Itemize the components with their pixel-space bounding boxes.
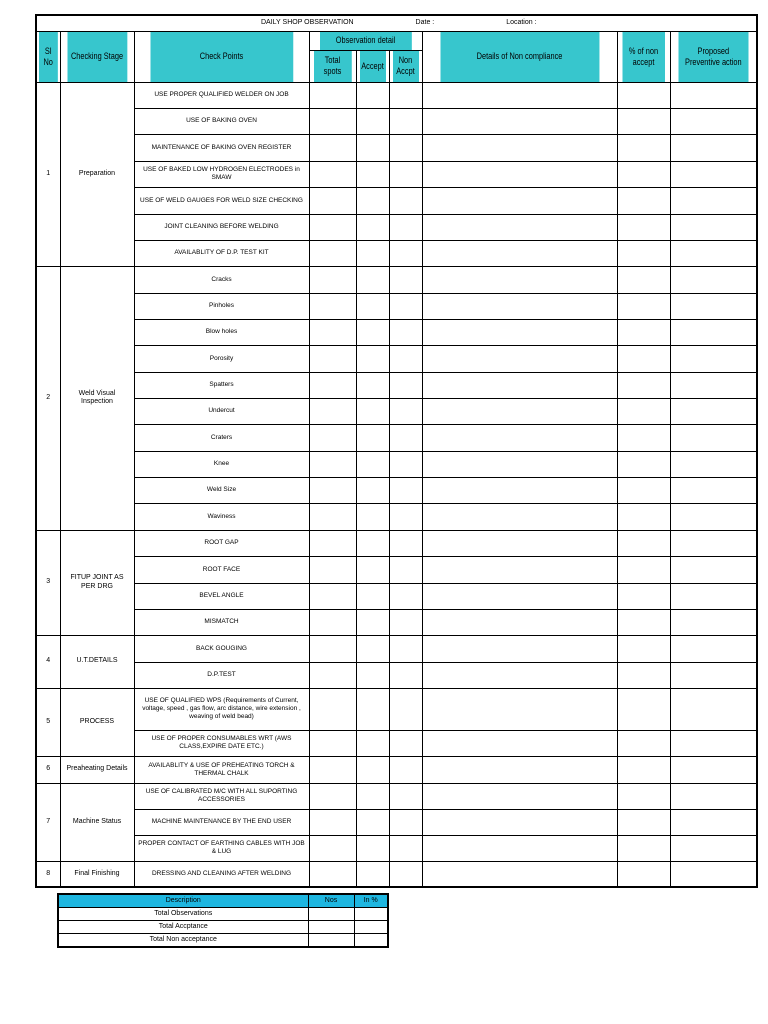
sl-no-cell: 3	[36, 530, 60, 635]
check-row	[36, 187, 757, 214]
check-point-cell: Weld Size	[134, 477, 309, 503]
accept-cell[interactable]	[356, 635, 389, 662]
non-compliance-details-cell[interactable]	[422, 688, 617, 730]
proposed-action-cell[interactable]	[670, 861, 757, 887]
total-spots-cell[interactable]	[309, 134, 356, 161]
check-row	[36, 835, 757, 861]
total-spots-cell[interactable]	[309, 809, 356, 835]
non-accept-cell[interactable]	[389, 214, 422, 240]
check-point-cell: BEVEL ANGLE	[134, 583, 309, 609]
non-accept-cell[interactable]	[389, 134, 422, 161]
observation-table	[35, 14, 758, 888]
pct-non-accept-cell[interactable]	[617, 688, 670, 730]
accept-cell[interactable]	[356, 688, 389, 730]
check-row	[36, 783, 757, 809]
check-row	[36, 134, 757, 161]
accept-cell[interactable]	[356, 187, 389, 214]
pct-non-accept-cell[interactable]	[617, 372, 670, 398]
proposed-action-cell[interactable]	[670, 161, 757, 187]
accept-cell[interactable]	[356, 108, 389, 134]
check-row	[36, 477, 757, 503]
non-accept-cell[interactable]	[389, 756, 422, 783]
non-accept-cell[interactable]	[389, 835, 422, 861]
non-compliance-details-cell[interactable]	[422, 756, 617, 783]
non-compliance-details-cell[interactable]	[422, 214, 617, 240]
pct-non-accept-cell[interactable]	[617, 609, 670, 635]
check-point-cell: BACK GOUGING	[134, 635, 309, 662]
non-compliance-details-cell[interactable]	[422, 477, 617, 503]
checking-stage-cell: Machine Status	[60, 783, 134, 861]
summary-percent-cell[interactable]	[354, 921, 388, 934]
summary-nos-cell[interactable]	[308, 908, 354, 921]
non-compliance-details-cell[interactable]	[422, 240, 617, 266]
location-label: Location :	[506, 19, 537, 27]
summary-label-total-acceptance: Total Accptance	[58, 921, 308, 934]
sl-no-cell: 1	[36, 82, 60, 266]
pct-non-accept-cell[interactable]	[617, 503, 670, 530]
non-compliance-details-cell[interactable]	[422, 293, 617, 319]
check-row	[36, 266, 757, 293]
pct-non-accept-cell[interactable]	[617, 214, 670, 240]
proposed-action-cell[interactable]	[670, 451, 757, 477]
check-point-cell: AVAILABLITY & USE OF PREHEATING TORCH & THERMAL CHALK	[134, 756, 309, 783]
accept-cell[interactable]	[356, 783, 389, 809]
proposed-action-cell[interactable]	[670, 266, 757, 293]
check-point-cell: USE OF CALIBRATED M/C WITH ALL SUPORTING ACCESSORIES	[134, 783, 309, 809]
header-accept: Accept	[359, 50, 386, 82]
non-accept-cell[interactable]	[389, 609, 422, 635]
pct-non-accept-cell[interactable]	[617, 134, 670, 161]
summary-nos-cell[interactable]	[308, 921, 354, 934]
non-accept-cell[interactable]	[389, 82, 422, 108]
checking-stage-cell: Weld Visual Inspection	[60, 266, 134, 530]
non-accept-cell[interactable]	[389, 108, 422, 134]
check-point-cell: Pinholes	[134, 293, 309, 319]
non-accept-cell[interactable]	[389, 161, 422, 187]
total-spots-cell[interactable]	[309, 861, 356, 887]
pct-non-accept-cell[interactable]	[617, 783, 670, 809]
accept-cell[interactable]	[356, 530, 389, 556]
non-accept-cell[interactable]	[389, 319, 422, 345]
accept-cell[interactable]	[356, 556, 389, 583]
checking-stage-cell: FITUP JOINT AS PER DRG	[60, 530, 134, 635]
non-compliance-details-cell[interactable]	[422, 835, 617, 861]
check-point-cell: Cracks	[134, 266, 309, 293]
accept-cell[interactable]	[356, 82, 389, 108]
check-point-cell: USE OF BAKED LOW HYDROGEN ELECTRODES in SMAW	[134, 161, 309, 187]
non-compliance-details-cell[interactable]	[422, 530, 617, 556]
check-row	[36, 688, 757, 730]
total-spots-cell[interactable]	[309, 293, 356, 319]
check-row	[36, 293, 757, 319]
non-compliance-details-cell[interactable]	[422, 187, 617, 214]
non-compliance-details-cell[interactable]	[422, 108, 617, 134]
total-spots-cell[interactable]	[309, 662, 356, 688]
non-compliance-details-cell[interactable]	[422, 556, 617, 583]
check-point-cell: USE OF QUALIFIED WPS (Requirements of Current, voltage, speed , gas flow, arc distance, wire extension , weaving of weld bead)	[134, 688, 309, 730]
non-accept-cell[interactable]	[389, 398, 422, 424]
pct-non-accept-cell[interactable]	[617, 398, 670, 424]
check-row	[36, 662, 757, 688]
accept-cell[interactable]	[356, 134, 389, 161]
pct-non-accept-cell[interactable]	[617, 266, 670, 293]
check-row	[36, 503, 757, 530]
total-spots-cell[interactable]	[309, 451, 356, 477]
header-non-accept: Non Accpt	[392, 50, 419, 82]
non-compliance-details-cell[interactable]	[422, 609, 617, 635]
non-accept-cell[interactable]	[389, 240, 422, 266]
non-compliance-details-cell[interactable]	[422, 583, 617, 609]
pct-non-accept-cell[interactable]	[617, 730, 670, 756]
check-point-cell: USE OF WELD GAUGES FOR WELD SIZE CHECKING	[134, 187, 309, 214]
total-spots-cell[interactable]	[309, 266, 356, 293]
non-compliance-details-cell[interactable]	[422, 503, 617, 530]
form-title: DAILY SHOP OBSERVATION	[261, 19, 354, 27]
check-point-cell: USE PROPER QUALIFIED WELDER ON JOB	[134, 82, 309, 108]
pct-non-accept-cell[interactable]	[617, 835, 670, 861]
non-accept-cell[interactable]	[389, 556, 422, 583]
proposed-action-cell[interactable]	[670, 688, 757, 730]
total-spots-cell[interactable]	[309, 835, 356, 861]
check-row	[36, 108, 757, 134]
non-accept-cell[interactable]	[389, 187, 422, 214]
check-row	[36, 756, 757, 783]
summary-percent-cell[interactable]	[354, 908, 388, 921]
proposed-action-cell[interactable]	[670, 372, 757, 398]
proposed-action-cell[interactable]	[670, 477, 757, 503]
accept-cell[interactable]	[356, 451, 389, 477]
header-observation-detail: Observation detail	[319, 31, 412, 50]
non-compliance-details-cell[interactable]	[422, 266, 617, 293]
pct-non-accept-cell[interactable]	[617, 187, 670, 214]
total-spots-cell[interactable]	[309, 477, 356, 503]
header-sl-no: Sl No	[38, 31, 58, 82]
check-point-cell: USE OF PROPER CONSUMABLES WRT (AWS CLASS,EXPIRE DATE ETC.)	[134, 730, 309, 756]
accept-cell[interactable]	[356, 319, 389, 345]
non-compliance-details-cell[interactable]	[422, 161, 617, 187]
total-spots-cell[interactable]	[309, 756, 356, 783]
summary-label-total-observations: Total Observations	[58, 908, 308, 921]
check-point-cell: MACHINE MAINTENANCE BY THE END USER	[134, 809, 309, 835]
proposed-action-cell[interactable]	[670, 134, 757, 161]
total-spots-cell[interactable]	[309, 345, 356, 372]
total-spots-cell[interactable]	[309, 372, 356, 398]
proposed-action-cell[interactable]	[670, 783, 757, 809]
proposed-action-cell[interactable]	[670, 108, 757, 134]
proposed-action-cell[interactable]	[670, 82, 757, 108]
accept-cell[interactable]	[356, 662, 389, 688]
proposed-action-cell[interactable]	[670, 835, 757, 861]
proposed-action-cell[interactable]	[670, 240, 757, 266]
proposed-action-cell[interactable]	[670, 583, 757, 609]
check-row	[36, 730, 757, 756]
check-point-cell: MISMATCH	[134, 609, 309, 635]
non-compliance-details-cell[interactable]	[422, 372, 617, 398]
accept-cell[interactable]	[356, 266, 389, 293]
proposed-action-cell[interactable]	[670, 293, 757, 319]
check-point-cell: D.P.TEST	[134, 662, 309, 688]
check-row	[36, 556, 757, 583]
total-spots-cell[interactable]	[309, 530, 356, 556]
proposed-action-cell[interactable]	[670, 187, 757, 214]
summary-table	[57, 893, 389, 948]
summary-header-description: Description	[58, 894, 308, 908]
total-spots-cell[interactable]	[309, 635, 356, 662]
header-proposed-action: Proposed Preventive action	[678, 31, 749, 82]
proposed-action-cell[interactable]	[670, 809, 757, 835]
check-point-cell: MAINTENANCE OF BAKING OVEN REGISTER	[134, 134, 309, 161]
pct-non-accept-cell[interactable]	[617, 161, 670, 187]
total-spots-cell[interactable]	[309, 556, 356, 583]
pct-non-accept-cell[interactable]	[617, 293, 670, 319]
non-compliance-details-cell[interactable]	[422, 319, 617, 345]
non-accept-cell[interactable]	[389, 424, 422, 451]
pct-non-accept-cell[interactable]	[617, 809, 670, 835]
non-accept-cell[interactable]	[389, 861, 422, 887]
non-compliance-details-cell[interactable]	[422, 451, 617, 477]
check-row	[36, 583, 757, 609]
total-spots-cell[interactable]	[309, 161, 356, 187]
check-point-cell: JOINT CLEANING BEFORE WELDING	[134, 214, 309, 240]
accept-cell[interactable]	[356, 730, 389, 756]
proposed-action-cell[interactable]	[670, 662, 757, 688]
accept-cell[interactable]	[356, 809, 389, 835]
total-spots-cell[interactable]	[309, 783, 356, 809]
check-row	[36, 345, 757, 372]
total-spots-cell[interactable]	[309, 503, 356, 530]
total-spots-cell[interactable]	[309, 424, 356, 451]
sl-no-cell: 8	[36, 861, 60, 887]
proposed-action-cell[interactable]	[670, 530, 757, 556]
summary-row	[58, 934, 388, 948]
check-row	[36, 161, 757, 187]
total-spots-cell[interactable]	[309, 108, 356, 134]
pct-non-accept-cell[interactable]	[617, 635, 670, 662]
pct-non-accept-cell[interactable]	[617, 424, 670, 451]
non-accept-cell[interactable]	[389, 503, 422, 530]
check-row	[36, 398, 757, 424]
checking-stage-cell: U.T.DETAILS	[60, 635, 134, 688]
pct-non-accept-cell[interactable]	[617, 583, 670, 609]
non-accept-cell[interactable]	[389, 345, 422, 372]
check-point-cell: ROOT FACE	[134, 556, 309, 583]
summary-header-percent: In %	[354, 894, 388, 908]
non-accept-cell[interactable]	[389, 451, 422, 477]
summary-label-total-non-acceptance: Total Non acceptance	[58, 934, 308, 948]
pct-non-accept-cell[interactable]	[617, 345, 670, 372]
total-spots-cell[interactable]	[309, 688, 356, 730]
total-spots-cell[interactable]	[309, 82, 356, 108]
proposed-action-cell[interactable]	[670, 503, 757, 530]
sl-no-cell: 7	[36, 783, 60, 861]
check-row	[36, 82, 757, 108]
non-accept-cell[interactable]	[389, 372, 422, 398]
non-compliance-details-cell[interactable]	[422, 398, 617, 424]
non-accept-cell[interactable]	[389, 730, 422, 756]
check-row	[36, 424, 757, 451]
pct-non-accept-cell[interactable]	[617, 451, 670, 477]
sl-no-cell: 5	[36, 688, 60, 756]
date-label: Date :	[415, 19, 435, 27]
check-point-cell: Spatters	[134, 372, 309, 398]
accept-cell[interactable]	[356, 756, 389, 783]
accept-cell[interactable]	[356, 477, 389, 503]
non-compliance-details-cell[interactable]	[422, 345, 617, 372]
pct-non-accept-cell[interactable]	[617, 530, 670, 556]
sl-no-cell: 2	[36, 266, 60, 530]
header-check-points: Check Points	[150, 31, 294, 82]
proposed-action-cell[interactable]	[670, 424, 757, 451]
proposed-action-cell[interactable]	[670, 345, 757, 372]
accept-cell[interactable]	[356, 583, 389, 609]
check-row	[36, 609, 757, 635]
non-accept-cell[interactable]	[389, 688, 422, 730]
proposed-action-cell[interactable]	[670, 214, 757, 240]
check-point-cell: Knee	[134, 451, 309, 477]
pct-non-accept-cell[interactable]	[617, 82, 670, 108]
accept-cell[interactable]	[356, 424, 389, 451]
accept-cell[interactable]	[356, 861, 389, 887]
accept-cell[interactable]	[356, 835, 389, 861]
check-point-cell: Undercut	[134, 398, 309, 424]
accept-cell[interactable]	[356, 293, 389, 319]
checking-stage-cell: Final Finishing	[60, 861, 134, 887]
non-compliance-details-cell[interactable]	[422, 134, 617, 161]
check-row	[36, 861, 757, 887]
check-point-cell: Blow holes	[134, 319, 309, 345]
non-accept-cell[interactable]	[389, 530, 422, 556]
check-row	[36, 635, 757, 662]
sl-no-cell: 6	[36, 756, 60, 783]
check-point-cell: Craters	[134, 424, 309, 451]
non-compliance-details-cell[interactable]	[422, 662, 617, 688]
non-accept-cell[interactable]	[389, 266, 422, 293]
non-compliance-details-cell[interactable]	[422, 730, 617, 756]
accept-cell[interactable]	[356, 161, 389, 187]
non-accept-cell[interactable]	[389, 662, 422, 688]
accept-cell[interactable]	[356, 214, 389, 240]
check-row	[36, 240, 757, 266]
non-accept-cell[interactable]	[389, 635, 422, 662]
check-point-cell: AVAILABLITY OF D.P. TEST KIT	[134, 240, 309, 266]
check-point-cell: PROPER CONTACT OF EARTHING CABLES WITH JOB & LUG	[134, 835, 309, 861]
accept-cell[interactable]	[356, 240, 389, 266]
pct-non-accept-cell[interactable]	[617, 861, 670, 887]
non-compliance-details-cell[interactable]	[422, 82, 617, 108]
pct-non-accept-cell[interactable]	[617, 662, 670, 688]
total-spots-cell[interactable]	[309, 398, 356, 424]
non-accept-cell[interactable]	[389, 783, 422, 809]
pct-non-accept-cell[interactable]	[617, 556, 670, 583]
header-details-non-compliance: Details of Non compliance	[440, 31, 600, 82]
proposed-action-cell[interactable]	[670, 635, 757, 662]
proposed-action-cell[interactable]	[670, 756, 757, 783]
proposed-action-cell[interactable]	[670, 730, 757, 756]
proposed-action-cell[interactable]	[670, 556, 757, 583]
non-compliance-details-cell[interactable]	[422, 635, 617, 662]
check-row	[36, 809, 757, 835]
header-pct-non-accept: % of non accept	[622, 31, 665, 82]
check-point-cell: DRESSING AND CLEANING AFTER WELDING	[134, 861, 309, 887]
accept-cell[interactable]	[356, 398, 389, 424]
check-point-cell: ROOT GAP	[134, 530, 309, 556]
non-compliance-details-cell[interactable]	[422, 783, 617, 809]
accept-cell[interactable]	[356, 345, 389, 372]
total-spots-cell[interactable]	[309, 609, 356, 635]
summary-nos-cell[interactable]	[308, 934, 354, 948]
summary-header-nos: Nos	[308, 894, 354, 908]
summary-percent-cell[interactable]	[354, 934, 388, 948]
total-spots-cell[interactable]	[309, 730, 356, 756]
pct-non-accept-cell[interactable]	[617, 108, 670, 134]
summary-row	[58, 908, 388, 921]
pct-non-accept-cell[interactable]	[617, 240, 670, 266]
check-row	[36, 372, 757, 398]
check-row	[36, 530, 757, 556]
check-point-cell: USE OF BAKING OVEN	[134, 108, 309, 134]
accept-cell[interactable]	[356, 503, 389, 530]
non-accept-cell[interactable]	[389, 477, 422, 503]
total-spots-cell[interactable]	[309, 319, 356, 345]
check-row	[36, 319, 757, 345]
sl-no-cell: 4	[36, 635, 60, 688]
total-spots-cell[interactable]	[309, 214, 356, 240]
non-compliance-details-cell[interactable]	[422, 861, 617, 887]
proposed-action-cell[interactable]	[670, 319, 757, 345]
check-row	[36, 451, 757, 477]
header-checking-stage: Checking Stage	[67, 31, 128, 82]
pct-non-accept-cell[interactable]	[617, 319, 670, 345]
check-row	[36, 214, 757, 240]
proposed-action-cell[interactable]	[670, 609, 757, 635]
total-spots-cell[interactable]	[309, 583, 356, 609]
summary-row	[58, 921, 388, 934]
checking-stage-cell: Preparation	[60, 82, 134, 266]
non-compliance-details-cell[interactable]	[422, 809, 617, 835]
non-accept-cell[interactable]	[389, 293, 422, 319]
non-compliance-details-cell[interactable]	[422, 424, 617, 451]
total-spots-cell[interactable]	[309, 240, 356, 266]
total-spots-cell[interactable]	[309, 187, 356, 214]
accept-cell[interactable]	[356, 372, 389, 398]
pct-non-accept-cell[interactable]	[617, 477, 670, 503]
header-total-spots: Total spots	[313, 50, 352, 82]
proposed-action-cell[interactable]	[670, 398, 757, 424]
non-accept-cell[interactable]	[389, 583, 422, 609]
checking-stage-cell: Preaheating Details	[60, 756, 134, 783]
pct-non-accept-cell[interactable]	[617, 756, 670, 783]
check-point-cell: Porosity	[134, 345, 309, 372]
non-accept-cell[interactable]	[389, 809, 422, 835]
checking-stage-cell: PROCESS	[60, 688, 134, 756]
check-point-cell: Waviness	[134, 503, 309, 530]
accept-cell[interactable]	[356, 609, 389, 635]
